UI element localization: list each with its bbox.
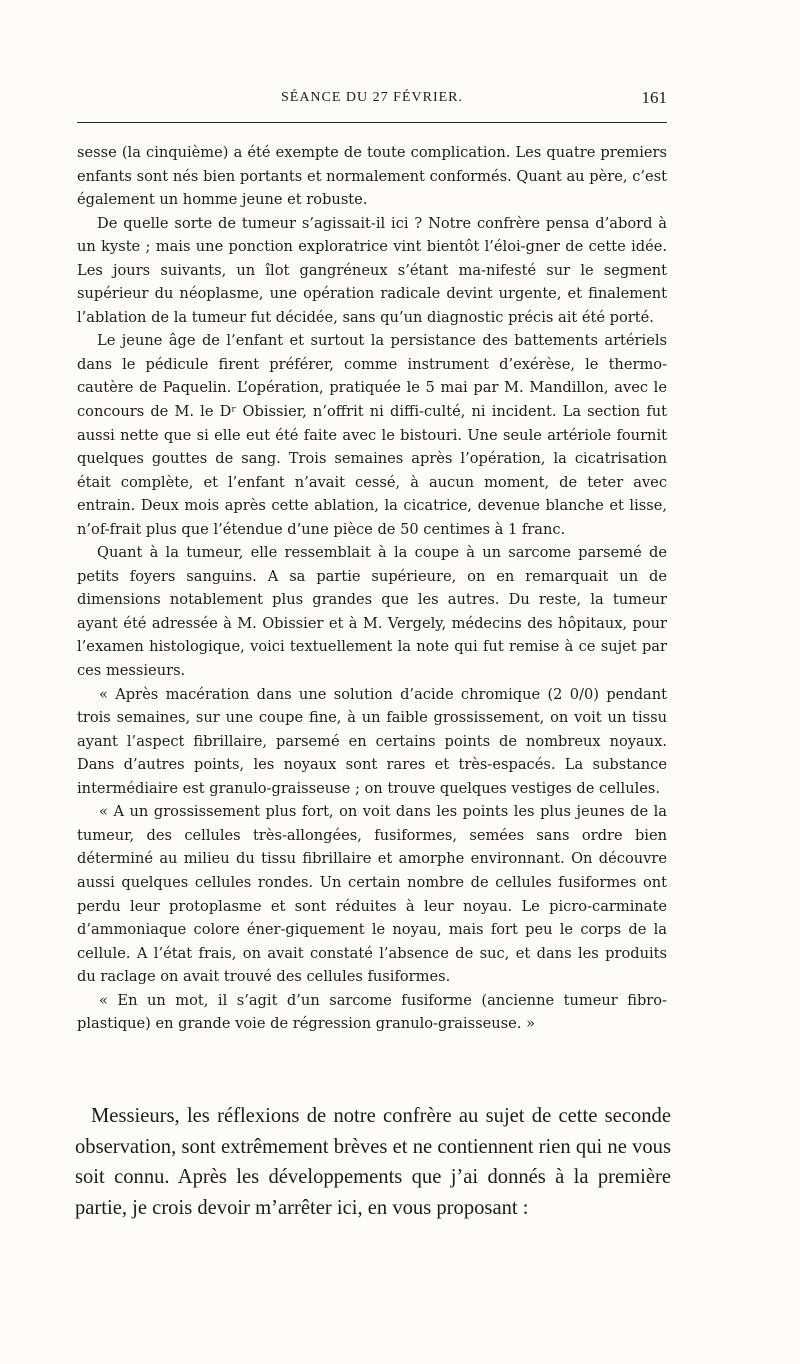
paragraph-3: Le jeune âge de l’enfant et surtout la persistance des battements artériels dans le pédicule firent préférer, comme instrument d’exérèse, le thermo-cautère de Paquelin. L’opération, pratiquée le 5 mai par M. Mandillon, avec le concours de M. le Dʳ Obissier, n’offrit ni diffi-culté, ni incident. La section fut aussi nette que si elle eut été faite avec le bistouri. Une seule artériole fournit quelques gouttes de sang. Trois semaines après l’opération, la cicatrisation était complète, et l’enfant n’avait cessé, à aucun moment, de teter avec entrain. Deux mois après cette ablation, la cicatrice, devenue blanche et lisse, n’of-frait plus que l’étendue d’une pièce de 50 centimes à 1 franc.: [77, 332, 667, 538]
page-header: [77, 88, 667, 108]
closing-text: [75, 1101, 671, 1223]
page-number: 161: [641, 88, 667, 107]
paragraph-1: sesse (la cinquième) a été exempte de toute complication. Les quatre premiers enfants sont nés bien portants et normalement conformés. Quant au père, c’est également un homme jeune et robuste.: [77, 144, 667, 209]
paragraph-4: Quant à la tumeur, elle ressemblait à la coupe à un sarcome parsemé de petits foyers sanguins. A sa partie supérieure, on en remarquait un de dimensions notablement plus grandes que les autres. Du reste, la tumeur ayant été adressée à M. Obissier et à M. Vergely, médecins des hôpitaux, pour l’examen histologique, voici textuellement la note qui fut remise à ce sujet par ces messieurs.: [77, 544, 667, 680]
header-rule: [77, 122, 667, 123]
quote-paragraph-2: « A un grossissement plus fort, on voit dans les points les plus jeunes de la tumeur, des cellules très-allongées, fusiformes, semées sans ordre bien déterminé au milieu du tissu fibrillaire et amorphe environnant. On découvre aussi quelques cellules rondes. Un certain nombre de cellules fusiformes ont perdu leur protoplasme et sont réduites à leur noyau. Le picro-carminate d’ammoniaque colore éner-giquement le noyau, mais fort peu le corps de la cellule. A l’état frais, on avait constaté l’absence de suc, et dans les produits du raclage on avait trouvé des cellules fusiformes.: [77, 803, 667, 986]
quote-paragraph-1: « Après macération dans une solution d’acide chromique (2 0/0) pendant trois semaines, sur une coupe fine, à un faible grossissement, on voit un tissu ayant l’aspect fibrillaire, parsemé en certains points de nombreux noyaux. Dans d’autres points, les noyaux sont rares et très-espacés. La substance intermédiaire est granulo-graisseuse ; on trouve quelques vestiges de cellules.: [77, 685, 667, 797]
quote-paragraph-3: « En un mot, il s’agit d’un sarcome fusiforme (ancienne tumeur fibro-plastique) en grande voie de régression granulo-graisseuse. »: [77, 991, 667, 1033]
closing-paragraph: Messieurs, les réflexions de notre confrère au sujet de cette seconde observation, sont extrêmement brèves et ne contiennent rien qui ne vous soit connu. Après les développements que j’ai donnés à la première partie, je crois devoir m’arrêter ici, en vous proposant :: [75, 1105, 671, 1219]
paragraph-2: De quelle sorte de tumeur s’agissait-il ici ? Notre confrère pensa d’abord à un kyste ; mais une ponction exploratrice vint bientôt l’éloi-gner de cette idée. Les jours suivants, un îlot gangréneux s’étant ma-nifesté sur le segment supérieur du néoplasme, une opération radicale devint urgente, et finalement l’ablation de la tumeur fut décidée, sans qu’un diagnostic précis ait été porté.: [77, 214, 667, 326]
running-title: SÉANCE DU 27 FÉVRIER.: [280, 90, 463, 105]
body-text: [77, 141, 667, 1036]
